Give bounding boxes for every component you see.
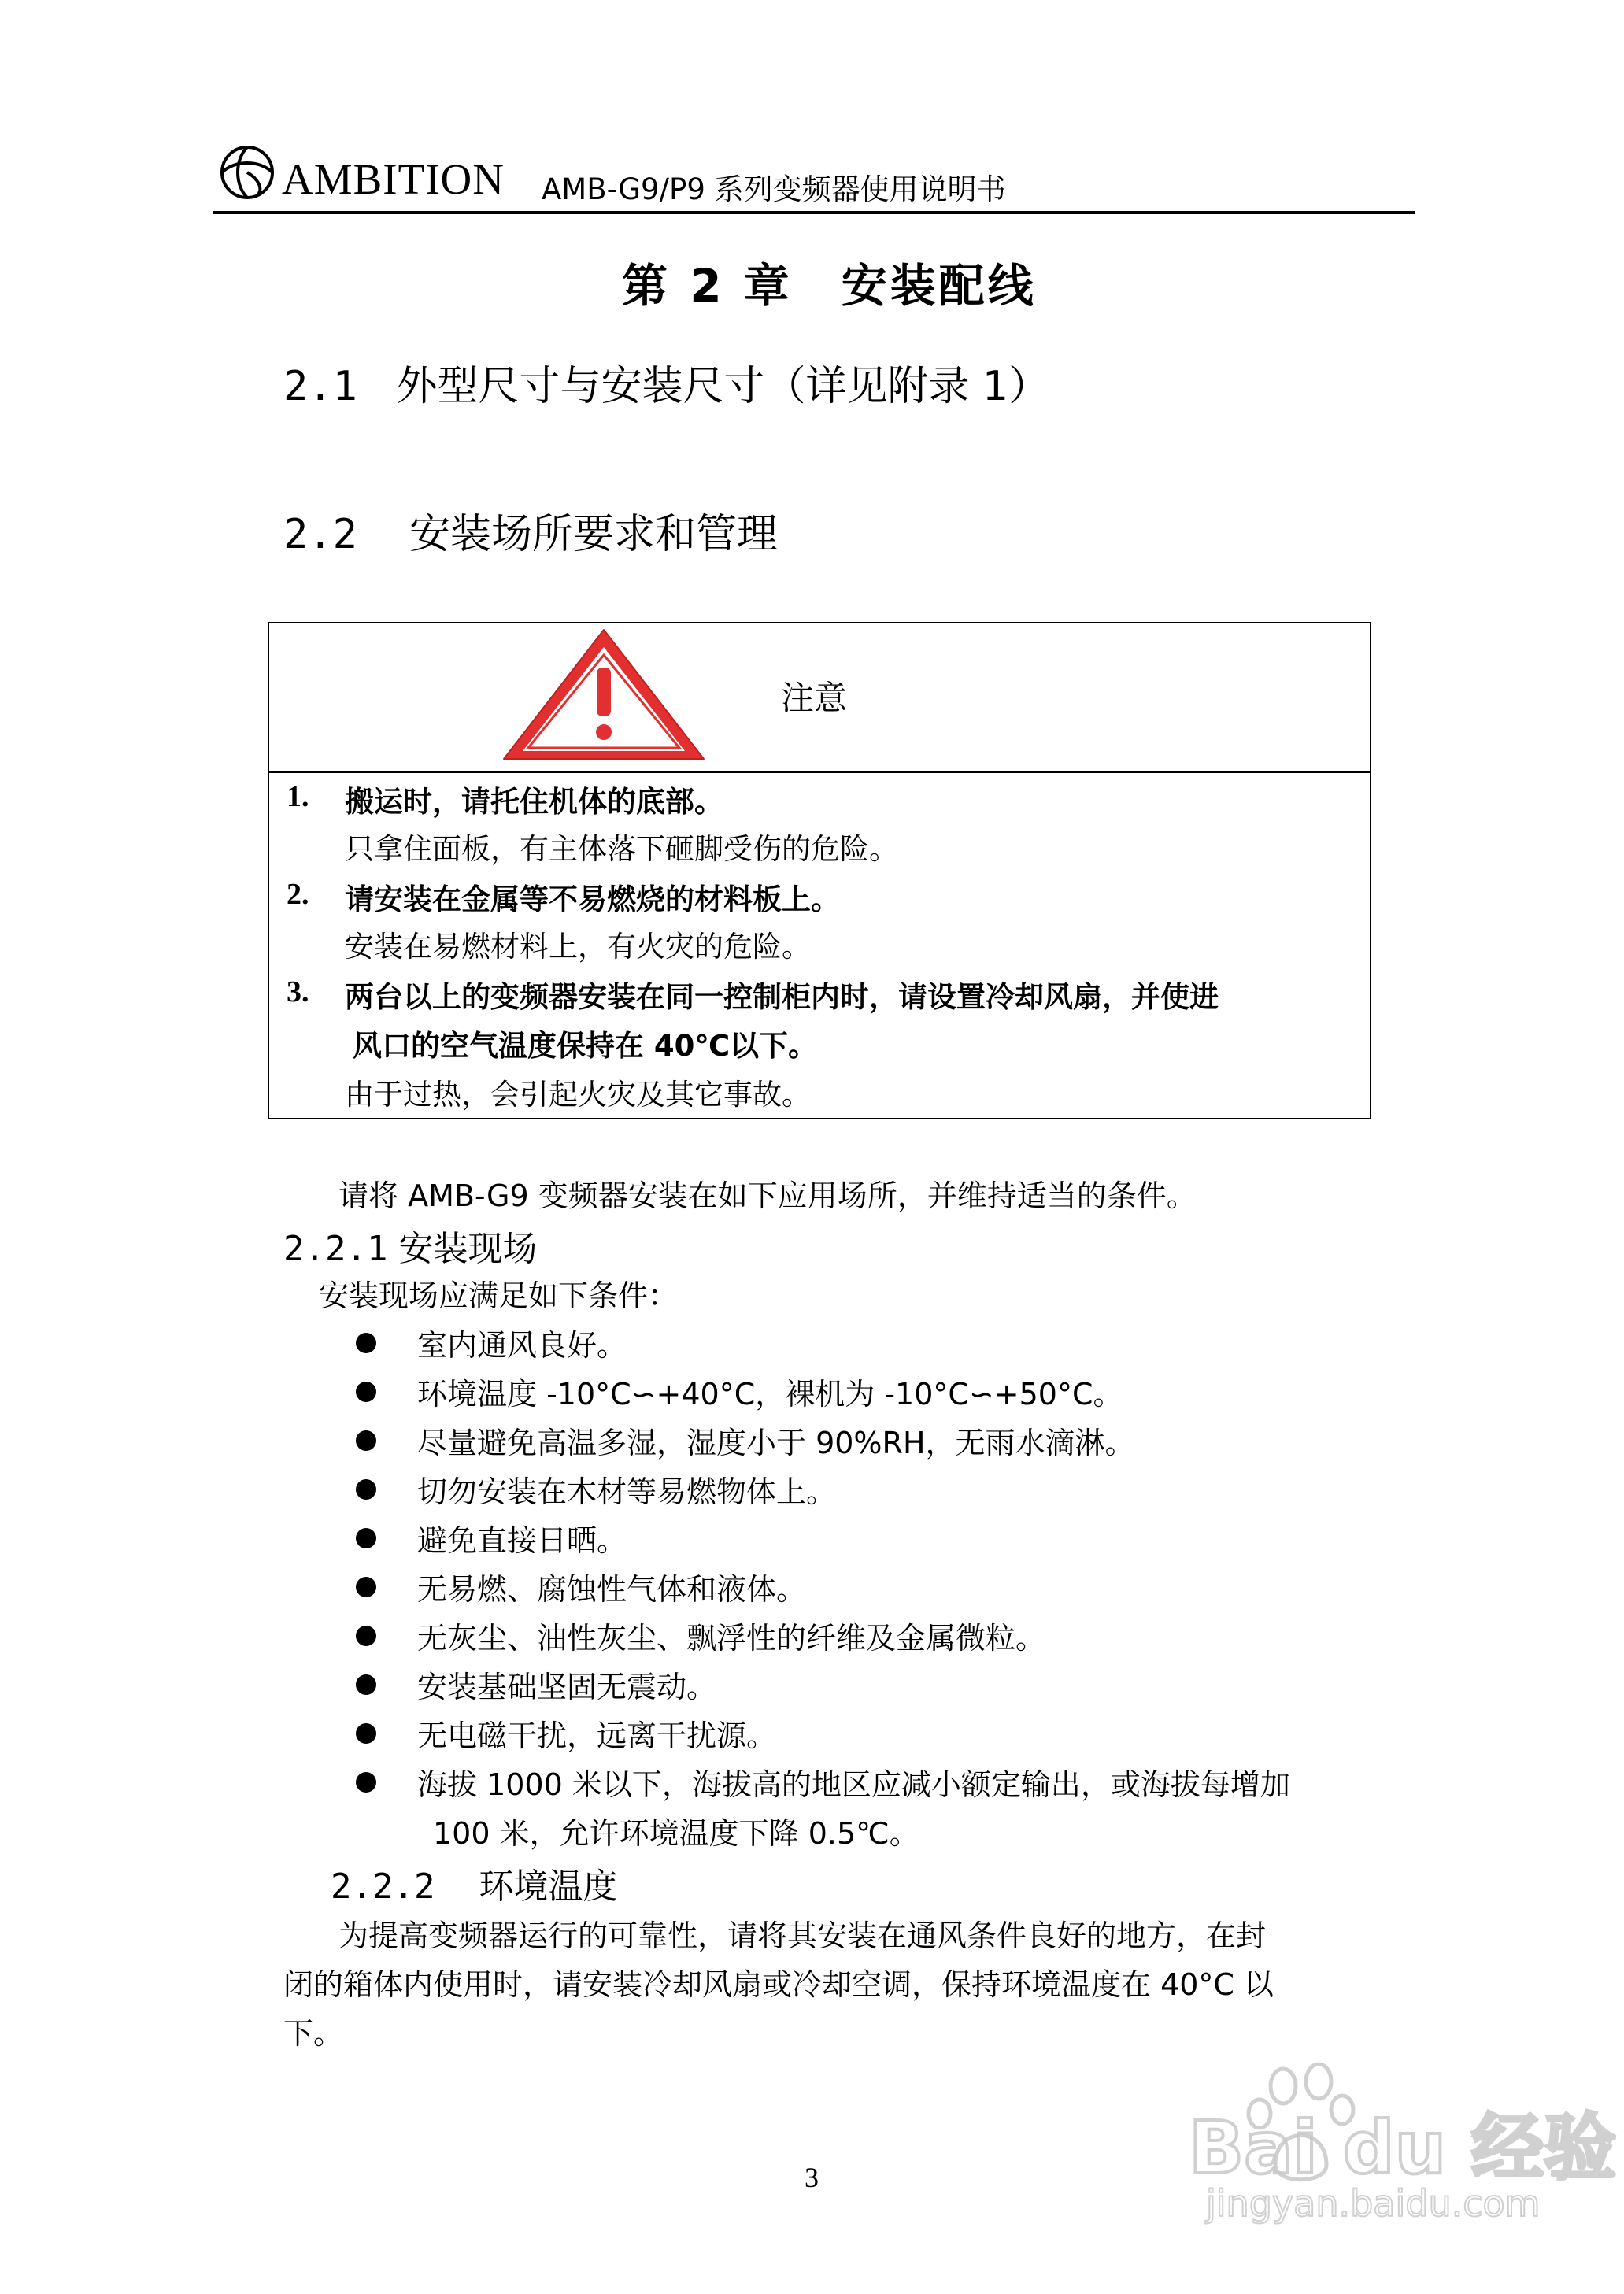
paragraph-line: 为提高变频器运行的可靠性，请将其安装在通风条件良好的地方，在封 — [338, 1918, 1267, 1953]
watermark-brand: Bai du 经验 — [1189, 2106, 1617, 2190]
caution-label: 注意 — [781, 679, 848, 717]
list-item: 避免直接日晒。 — [417, 1523, 627, 1558]
paragraph-line: 闭的箱体内使用时，请安装冷却风扇或冷却空调，保持环境温度在 40°C 以 — [283, 1967, 1274, 2002]
list-item: 无灰尘、油性灰尘、飘浮性的纤维及金属微粒。 — [417, 1621, 1046, 1656]
section-title: 外型尺寸与安装尺寸（详见附录 1） — [396, 363, 1050, 410]
bullet-icon — [356, 1333, 376, 1353]
bullet-icon — [356, 1528, 376, 1548]
section-2-1-heading — [283, 353, 1049, 412]
caution-item-detail: 由于过热，会引起火灾及其它事故。 — [345, 1078, 811, 1112]
caution-box — [268, 622, 1371, 1119]
section-title: 安装场所要求和管理 — [409, 511, 779, 558]
bullet-icon — [356, 1479, 376, 1500]
section-number: 2.2 — [283, 511, 357, 558]
bullet-icon — [356, 1382, 376, 1402]
caution-item-title: 两台以上的变频器安装在同一控制柜内时，请设置冷却风扇，并使进 — [345, 980, 1219, 1014]
ambition-logo-icon — [219, 144, 276, 201]
list-item: 环境温度 -10°C∽+40°C，裸机为 -10°C∽+50°C。 — [417, 1377, 1123, 1412]
list-item: 切勿安装在木材等易燃物体上。 — [417, 1474, 837, 1509]
list-item: 尽量避免高温多湿，湿度小于 90%RH，无雨水滴淋。 — [417, 1426, 1135, 1460]
subsection-number: 2.2.2 — [331, 1867, 435, 1907]
caution-item-detail: 只拿住面板，有主体落下砸脚受伤的危险。 — [345, 832, 898, 866]
bullet-icon — [356, 1577, 376, 1597]
subsection-title: 环境温度 — [479, 1867, 618, 1907]
brand-name: AMBITION — [282, 155, 505, 203]
subsection-title: 安装现场 — [398, 1229, 538, 1269]
caution-item-number: 2. — [287, 878, 309, 911]
subsection-number: 2.2.1 — [283, 1229, 388, 1269]
bullet-icon — [356, 1723, 376, 1744]
chapter-title: 第 2 章 安装配线 — [622, 259, 1037, 313]
caution-item-detail: 安装在易燃材料上，有火灾的危险。 — [345, 930, 811, 964]
caution-item-number: 3. — [287, 975, 309, 1008]
bullet-icon — [356, 1772, 376, 1793]
bullet-icon — [356, 1430, 376, 1451]
section-number: 2.1 — [283, 363, 357, 410]
list-item: 安装基础坚固无震动。 — [417, 1670, 717, 1704]
paragraph-line: 下。 — [283, 2016, 344, 2051]
section-2-2-heading — [283, 501, 778, 560]
list-item: 海拔 1000 米以下，海拔高的地区应减小额定输出，或海拔每增加 — [417, 1767, 1290, 1802]
caution-item-number: 1. — [287, 780, 309, 813]
baidu-jingyan-watermark — [1157, 2055, 1617, 2228]
caution-item-title-continued: 风口的空气温度保持在 40℃以下。 — [353, 1029, 818, 1063]
caution-item-title: 搬运时，请托住机体的底部。 — [345, 785, 723, 819]
bullet-icon — [356, 1674, 376, 1695]
bullet-icon — [356, 1626, 376, 1646]
list-item-continued: 100 米，允许环境温度下降 0.5℃。 — [433, 1816, 919, 1851]
document-title: AMB-G9/P9 系列变频器使用说明书 — [542, 172, 1006, 206]
subsection-2-2-2-heading — [331, 1858, 617, 1908]
watermark-url: jingyan.baidu.com — [1206, 2182, 1541, 2225]
page-number: 3 — [805, 2162, 819, 2193]
intro-paragraph: 请将 AMB-G9 变频器安装在如下应用场所，并维持适当的条件。 — [338, 1178, 1197, 1213]
header-divider — [213, 211, 1415, 214]
caution-header — [269, 623, 1370, 773]
caution-item-title: 请安装在金属等不易燃烧的材料板上。 — [345, 882, 840, 916]
subsection-2-2-1-heading — [283, 1220, 537, 1271]
list-item: 无易燃、腐蚀性气体和液体。 — [417, 1572, 807, 1607]
site-requirements-lead: 安装现场应满足如下条件： — [319, 1278, 679, 1313]
list-item: 无电磁干扰，远离干扰源。 — [417, 1719, 777, 1753]
warning-triangle-icon — [498, 623, 710, 765]
list-item: 室内通风良好。 — [417, 1328, 627, 1363]
